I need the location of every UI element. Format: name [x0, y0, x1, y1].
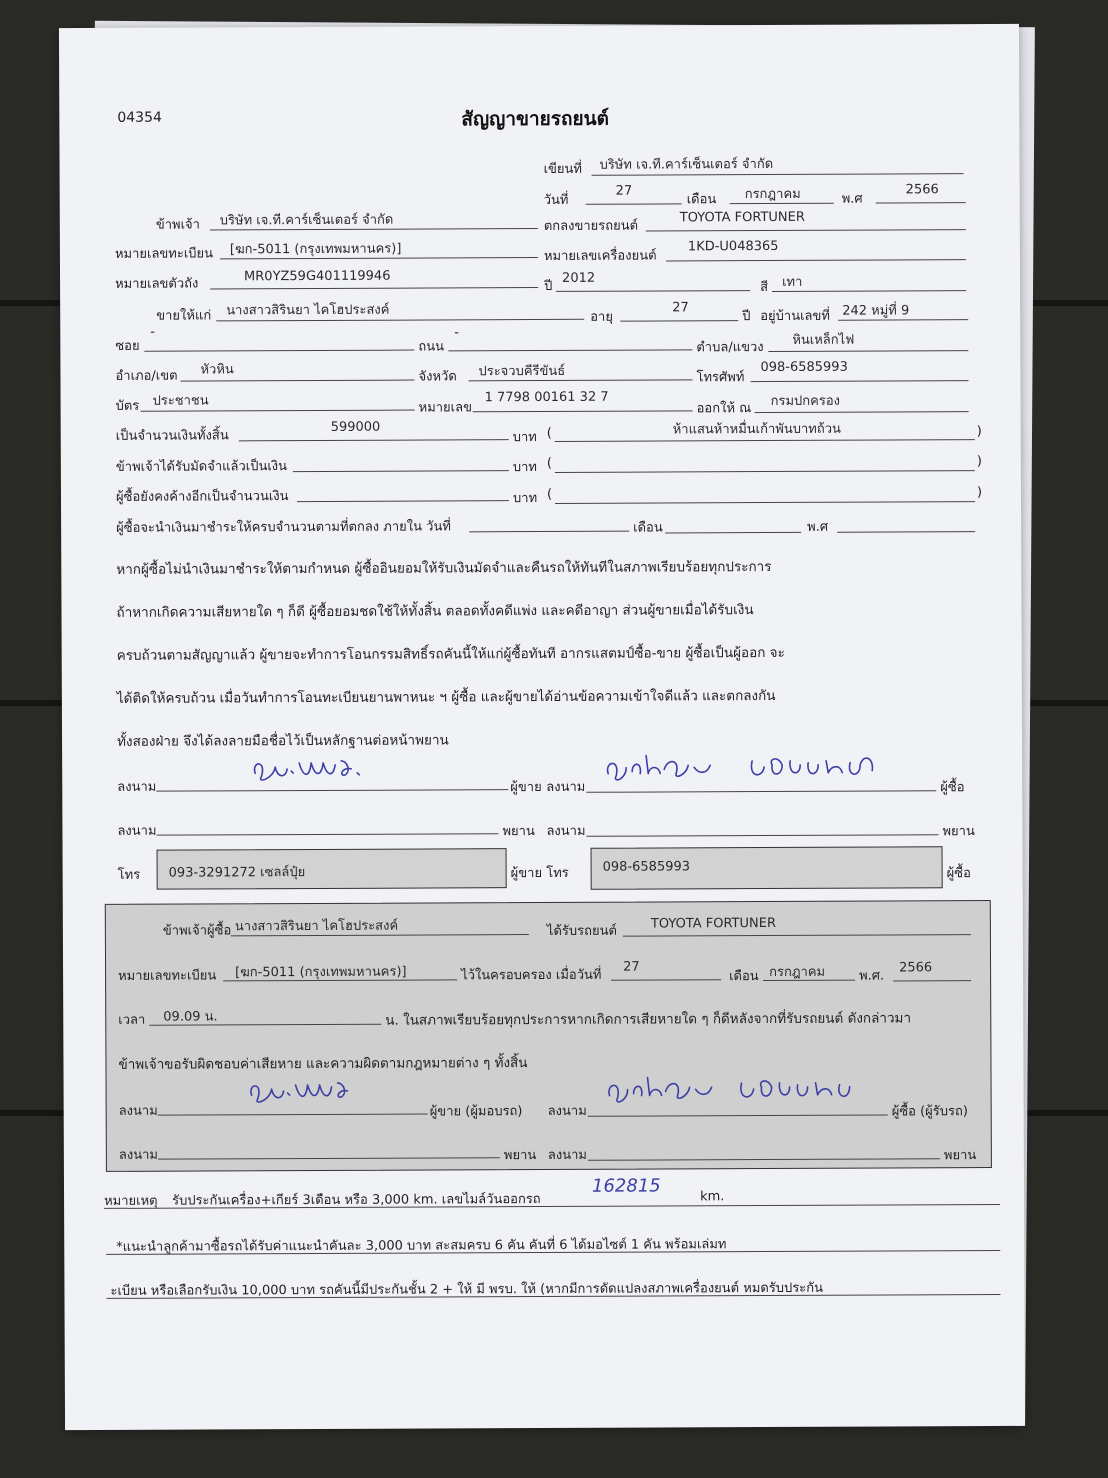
- buyer-value: นางสาวสิรินยา ไคโฮประสงค์: [226, 302, 390, 319]
- total-line: [239, 439, 509, 441]
- engine-label: หมายเลขเครื่องยนต์: [543, 248, 657, 264]
- age-label: อายุ: [590, 309, 613, 325]
- card-no-value: 1 7798 00161 32 7: [484, 389, 609, 406]
- receipt-year-label: พ.ศ.: [859, 968, 885, 984]
- seller-phone-role: ผู้ขาย โทร: [510, 865, 569, 882]
- witness1-role: พยาน: [502, 824, 535, 840]
- car-agree-line: [646, 229, 966, 231]
- witness2-role: พยาน: [942, 824, 975, 840]
- witness1-sign-label: ลงนาม: [117, 823, 157, 839]
- remain-label: ผู้ซื้อยังคงค้างอีกเป็นจำนวนเงิน: [115, 489, 289, 505]
- phone-label: โทรศัพท์: [696, 370, 745, 386]
- note-mileage: 162815: [591, 1175, 661, 1197]
- day-label: วันที่: [543, 192, 569, 208]
- receipt-condition-text: น. ในสภาพเรียบร้อยทุกประการหากเกิดการเสียหายใด ๆ ก็ดีหลังจากที่รับรถยนต์ ดังกล่าวมา: [385, 1010, 912, 1029]
- chassis-value: MR0YZ59G401119946: [244, 268, 391, 285]
- pay-year-line: [837, 531, 975, 533]
- written-at-label: เขียนที่: [543, 161, 583, 177]
- receipt-witness1-sign-label: ลงนาม: [118, 1147, 158, 1163]
- chassis-line: [210, 287, 538, 289]
- house-label: อยู่บ้านเลขที่: [760, 308, 830, 325]
- terms-line-4: ได้ติดให้ครบถ้วน เมื่อวันทำการโอนทะเบียนยานพาหนะ ฯ ผู้ซื้อ และผู้ขายได้อ่านข้อความเข้าใจดีแล้ว และตกลงกัน: [116, 687, 776, 707]
- issued-by-value: กรมปกครอง: [770, 393, 841, 409]
- age-value: 27: [672, 300, 689, 316]
- car-agree-label: ตกลงขายรถยนต์: [543, 218, 639, 234]
- receipt-reg-label: หมายเลขทะเบียน: [118, 968, 217, 984]
- receipt-reg-value: [ฆก-5011 (กรุงเทพมหานคร)]: [235, 964, 407, 981]
- promo-line-2: ะเบียน หรือเลือกรับเงิน 10,000 บาท รถคันนี้มีประกันชั้น 2 + ให้ มี พรบ. ให้ (หากมีการดัดแปลงสภาพเครื่องยนต์ หมดรับประกัน: [110, 1280, 824, 1299]
- remain-words-line: [555, 501, 975, 504]
- receipt-witness2-sign-label: ลงนาม: [547, 1147, 587, 1163]
- terms-line-3: ครบถ้วนตามสัญญาแล้ว ผู้ขายจะทำการโอนกรรมสิทธิ์รถคันนี้ให้แก่ผู้ซื้อทันที อากรแสตมป์ซื้อ-ขาย ผู้ซื้อเป็นผู้ออก จะ: [116, 644, 785, 664]
- model-year-value: 2012: [562, 270, 596, 286]
- year-line: [876, 202, 966, 203]
- road-value: -: [454, 325, 460, 341]
- year-label: พ.ศ: [841, 191, 863, 207]
- amphoe-line: [180, 380, 414, 382]
- soi-label: ซอย: [115, 338, 140, 354]
- receipt-buyer-label: ข้าพเจ้าผู้ซื้อ: [162, 923, 232, 939]
- written-at-value: บริษัท เจ.ที.คาร์เซ็นเตอร์ จำกัด: [599, 156, 774, 173]
- issued-by-label: ออกให้ ณ: [696, 401, 752, 417]
- receipt-seller-signature: [243, 1071, 383, 1112]
- card-no-line: [473, 410, 693, 412]
- deposit-close-paren: ): [976, 454, 982, 470]
- receipt-buyer-sign-label: ลงนาม: [547, 1103, 587, 1119]
- receipt-possess-label: ไว้ในครอบครอง เมื่อวันที่: [461, 967, 602, 984]
- soi-value: -: [150, 324, 156, 340]
- document-title: สัญญาขายรถยนต์: [461, 107, 610, 131]
- note-unit: km.: [700, 1189, 725, 1205]
- color-value: เทา: [782, 274, 803, 290]
- road-line: [448, 349, 692, 351]
- pay-day-line: [469, 531, 629, 533]
- total-open-paren: (: [546, 425, 552, 441]
- seller-label: ข้าพเจ้า: [155, 217, 200, 233]
- witness2-sign-label: ลงนาม: [546, 823, 586, 839]
- seller-value: บริษัท เจ.ที.คาร์เซ็นเตอร์ จำกัด: [219, 212, 394, 229]
- receipt-car-label: ได้รับรถยนต์: [546, 923, 617, 939]
- seller-sign-label: ลงนาม: [117, 779, 157, 795]
- buyer-phone-role: ผู้ซื้อ: [946, 866, 971, 882]
- total-close-paren: ): [976, 424, 982, 440]
- day-line: [586, 203, 682, 204]
- card-no-label: หมายเลข: [418, 400, 472, 416]
- pay-year-label: พ.ศ: [807, 519, 829, 535]
- engine-value: 1KD-U048365: [687, 238, 779, 255]
- phone-row-label: โทร: [117, 867, 141, 883]
- receipt-year: 2566: [899, 960, 933, 976]
- terms-line-1: หากผู้ซื้อไม่นำเงินมาชำระให้ตามกำหนด ผู้ซื้ออินยอมให้รับเงินมัดจำและคืนรถให้ทันทีในสภาพเรียบร้อยทุกประการ: [116, 558, 772, 578]
- phone-value: 098-6585993: [760, 359, 848, 376]
- buyer-label: ขายให้แก่: [156, 308, 212, 324]
- amphoe-label: อำเภอ/เขต: [115, 368, 178, 384]
- pay-month-line: [665, 532, 801, 534]
- buyer-signature: [602, 742, 902, 791]
- terms-line-2: ถ้าหากเกิดความเสียหายใด ๆ ก็ดี ผู้ซื้อยอมชดใช้ให้ทั้งสิ้น ตลอดทั้งคดีแพ่ง และคดีอาญา ส่วนผู้ขายเมื่อได้รับเงิน: [116, 602, 754, 621]
- witness1-sign-line: [156, 833, 498, 835]
- seller-signature: [247, 749, 387, 790]
- receipt-witness2-role: พยาน: [943, 1148, 977, 1164]
- note-text: รับประกันเครื่อง+เกียร์ 3เดือน หรือ 3,000 km. เลขไมล์วันออกรถ: [172, 1192, 541, 1209]
- total-label: เป็นจำนวนเงินทั้งสิ้น: [115, 428, 229, 444]
- deposit-baht: บาท: [512, 460, 538, 476]
- total-value: 599000: [330, 419, 381, 435]
- receipt-buyer-role: ผู้ซื้อ (ผู้รับรถ): [891, 1104, 968, 1120]
- witness2-sign-line: [586, 834, 938, 837]
- receipt-seller-role: ผู้ขาย (ผู้มอบรถ): [429, 1104, 523, 1120]
- month-label: เดือน: [686, 192, 717, 208]
- buyer-role-1: ผู้ซื้อ: [940, 780, 965, 796]
- receipt-buyer-signature: [603, 1065, 873, 1114]
- note-label: หมายเหตุ: [104, 1193, 158, 1209]
- province-label: จังหวัด: [418, 369, 457, 385]
- receipt-car-value: TOYOTA FORTUNER: [650, 915, 777, 932]
- receipt-time-label: เวลา: [118, 1012, 146, 1028]
- receipt-seller-sign-label: ลงนาม: [118, 1103, 158, 1119]
- tambon-line: [768, 350, 968, 352]
- card-value: ประชาชน: [152, 393, 209, 409]
- car-agree-value: TOYOTA FORTUNER: [679, 209, 805, 226]
- deposit-open-paren: (: [546, 455, 552, 471]
- pay-by-label: ผู้ซื้อจะนำเงินมาชำระให้ครบจำนวนตามที่ตกลง ภายใน วันที่: [116, 519, 451, 536]
- receipt-liability-text: ข้าพเจ้าขอรับผิดชอบค่าเสียหาย และความผิดตามกฎหมายต่าง ๆ ทั้งสิ้น: [118, 1055, 528, 1073]
- seller-phone: 093-3291272 เซลล์ปุ๋ย: [168, 865, 306, 881]
- receipt-buyer-value: นางสาวสิรินยา ไคโฮประสงค์: [234, 918, 399, 935]
- seller-sign-line: [156, 789, 508, 792]
- tambon-value: หินเหล็กไฟ: [792, 332, 855, 348]
- phone-line: [750, 380, 968, 382]
- remain-line: [297, 500, 509, 502]
- engine-line: [666, 259, 966, 261]
- total-baht: บาท: [512, 430, 537, 446]
- remain-close-paren: ): [976, 485, 983, 501]
- reg-label: หมายเลขทะเบียน: [114, 246, 214, 262]
- road-label: ถนน: [418, 339, 445, 355]
- model-year-line: [556, 290, 750, 292]
- tambon-label: ตำบล/แขวง: [696, 340, 764, 356]
- document-number: 04354: [117, 109, 162, 126]
- card-label: บัตร: [115, 398, 140, 414]
- amphoe-value: หัวหิน: [200, 362, 234, 378]
- house-value: 242 หมู่ที่ 9: [842, 303, 910, 319]
- day-value: 27: [615, 183, 633, 199]
- model-year-label: ปี: [544, 278, 553, 294]
- year-value: 2566: [905, 182, 939, 198]
- deposit-words-line: [555, 470, 975, 473]
- total-words-line: [555, 439, 975, 442]
- seller-role-1: ผู้ขาย: [510, 780, 542, 796]
- receipt-witness1-role: พยาน: [503, 1148, 537, 1164]
- remain-baht: บาท: [512, 491, 538, 507]
- buyer-phone: 098-6585993: [602, 859, 691, 875]
- reg-value: [ฆก-5011 (กรุงเทพมหานคร)]: [229, 241, 402, 258]
- color-label: สี: [760, 280, 769, 296]
- buyer-sign-label: ลงนาม: [546, 779, 586, 795]
- receipt-day: 27: [623, 959, 640, 975]
- issued-by-line: [755, 411, 969, 413]
- age-unit: ปี: [742, 309, 751, 325]
- promo-line-1: *แนะนำลูกค้ามาซื้อรถได้รับค่าแนะนำคันละ 3,000 บาท สะสมครบ 6 คัน คันที่ 6 ได้มอไซต์ 1 คัน พร้อมเล่มท: [116, 1237, 727, 1255]
- pay-month-label: เดือน: [633, 520, 663, 536]
- province-value: ประจวบคีรีขันธ์: [478, 363, 566, 380]
- soi-line: [144, 350, 414, 352]
- deposit-line: [293, 470, 509, 472]
- receipt-month: กรกฎาคม: [769, 964, 826, 981]
- remain-open-paren: (: [546, 486, 553, 502]
- chassis-label: หมายเลขตัวถัง: [115, 276, 199, 292]
- deposit-label: ข้าพเจ้าได้รับมัดจำแล้วเป็นเงิน: [115, 459, 288, 475]
- total-words: ห้าแสนห้าหมื่นเก้าพันบาทถ้วน: [672, 421, 841, 438]
- age-line: [620, 320, 738, 322]
- contract-paper: [59, 24, 1025, 1430]
- receipt-time-value: 09.09 น.: [163, 1009, 218, 1025]
- month-value: กรกฎาคม: [744, 186, 801, 203]
- terms-line-5: ทั้งสองฝ่าย จึงได้ลงลายมือชื่อไว้เป็นหลักฐานต่อหน้าพยาน: [117, 732, 449, 750]
- receipt-month-label: เดือน: [729, 969, 759, 985]
